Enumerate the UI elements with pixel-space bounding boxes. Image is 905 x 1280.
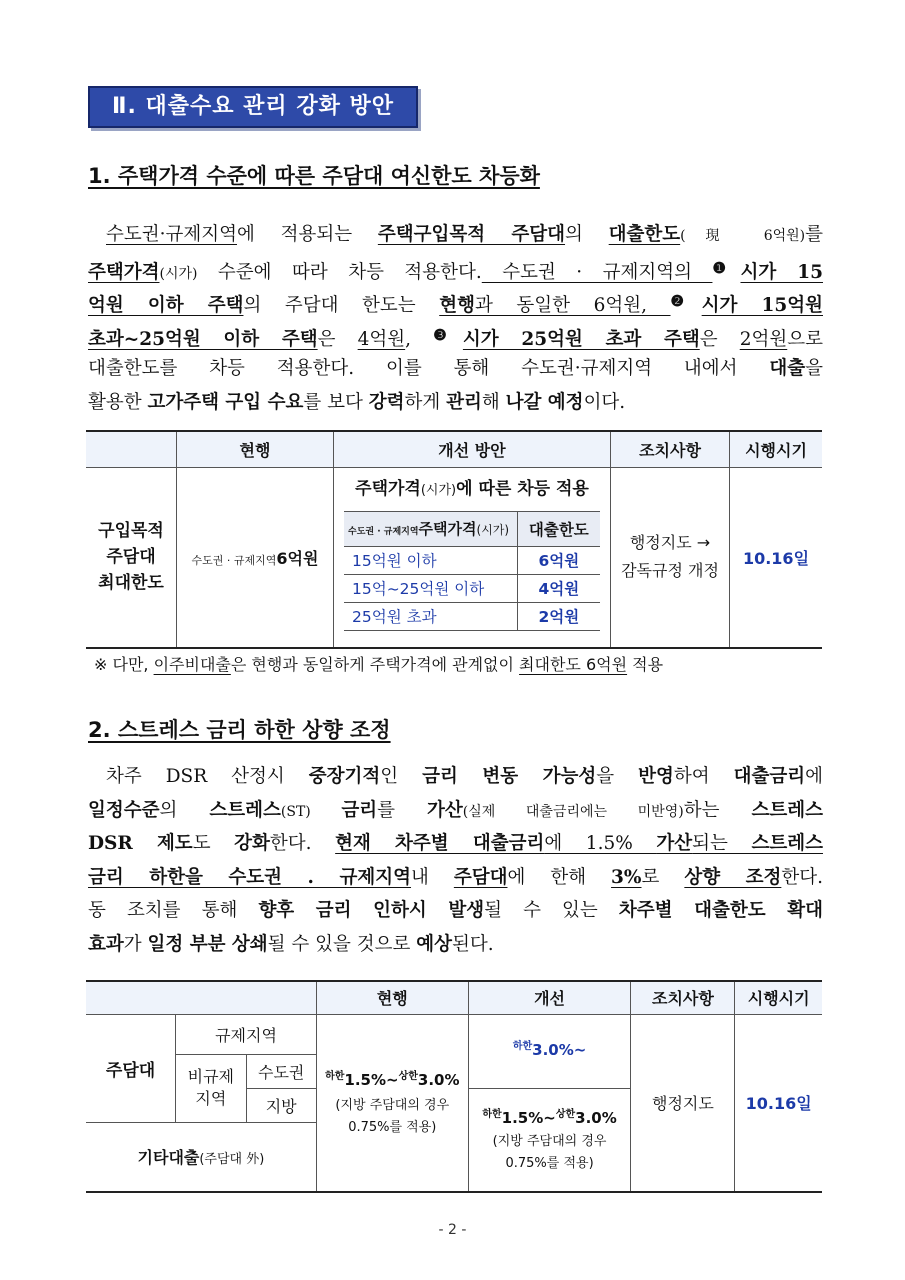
t2-date: 10.16일 — [735, 1014, 822, 1192]
t2-action: 행정지도 — [631, 1014, 735, 1192]
t2-regulated: 규제지역 — [176, 1014, 317, 1054]
t2-improve-2-range: $^{하한}$1.5%~$^{상한}$3.0% — [482, 1108, 617, 1127]
t2-header-current: 현행 — [316, 981, 468, 1014]
t1-inner-limit-2: 4억원 — [517, 574, 600, 602]
table-stress-rate — [86, 980, 822, 1193]
t2-improve-2-note: (지방 주담대의 경우 0.75%를 적용) — [492, 1133, 607, 1171]
page-number: - 2 - — [438, 1222, 467, 1238]
paragraph-1 — [88, 218, 823, 419]
t1-action: 행정지도 → 감독규정 개정 — [611, 467, 730, 648]
t1-header-date: 시행시기 — [730, 431, 823, 467]
para2-line-2: 일정수준의 스트레스(ST) 금리를 가산(실제 대출금리에는 미반영)하는 스트레스 — [88, 799, 823, 821]
t2-local: 지방 — [246, 1088, 316, 1122]
t2-header-empty — [86, 981, 316, 1014]
t2-current-range: $^{하한}$1.5%~$^{상한}$3.0% — [325, 1070, 460, 1089]
t1-inner-price-2: 15억~25억원 이하 — [344, 574, 517, 602]
t1-header-empty — [86, 431, 177, 467]
para1-line-4: 초과~25억원 이하 주택은 4억원, $^❸$시가 25억원 초과 주택은 2억원으로 — [88, 325, 823, 350]
t1-current — [177, 467, 334, 648]
para1-line-1: 수도권·규제지역에 적용되는 주택구입목적 주담대의 대출한도(現 6억원)를 — [106, 224, 823, 245]
t1-header-current: 현행 — [177, 431, 334, 467]
t1-date: 10.16일 — [730, 467, 823, 648]
t2-improve-2 — [468, 1088, 631, 1192]
t1-header-improve: 개선 방안 — [334, 431, 611, 467]
subheading-1: 1. 주택가격 수준에 따른 주담대 여신한도 차등화 — [88, 164, 540, 188]
t1-improve — [334, 467, 611, 648]
table-loan-limit — [86, 430, 822, 649]
t1-header-action: 조치사항 — [611, 431, 730, 467]
para1-line-3: 억원 이하 주택의 주담대 한도는 현행과 동일한 6억원, $^❷$시가 15억원 — [88, 292, 823, 316]
t1-current-value: 6억원 — [276, 548, 319, 568]
t2-other-loans: 기타대출(주담대 外) — [86, 1122, 316, 1192]
t2-jdd-label: 주담대 — [86, 1014, 176, 1122]
para1-line-6: 활용한 고가주택 구입 수요를 보다 강력하게 관리해 나갈 예정이다. — [88, 391, 626, 413]
para2-line-6: 효과가 일정 부분 상쇄될 수 있을 것으로 예상된다. — [88, 933, 494, 955]
t1-improve-title: 주택가격(시가)에 따른 차등 적용 — [355, 478, 589, 499]
para2-line-5: 동 조치를 통해 향후 금리 인하시 발생될 수 있는 차주별 대출한도 확대 — [88, 900, 823, 921]
t1-inner-price-1: 15억원 이하 — [344, 546, 517, 574]
para1-line-5: 대출한도를 차등 적용한다. 이를 통해 수도권·규제지역 내에서 대출을 — [88, 358, 823, 379]
para2-line-4: 금리 하한을 수도권 . 규제지역내 주담대에 한해 3%로 상향 조정한다. — [88, 866, 823, 888]
t2-header-improve: 개선 — [468, 981, 631, 1014]
para1-line-2: 주택가격(시가) 수준에 따라 차등 적용한다. 수도권 · 규제지역의 $^❶$시가 15 — [88, 258, 823, 283]
t2-improve-1: $^{하한}$3.0%~ — [468, 1014, 631, 1088]
note-relocation-loan: ※ 다만, 이주비대출은 현행과 동일하게 주택가격에 관계없이 최대한도 6억원 적용 — [94, 655, 664, 674]
section-title: Ⅱ. 대출수요 관리 강화 방안 — [88, 86, 418, 128]
subheading-2: 2. 스트레스 금리 하한 상향 조정 — [88, 718, 391, 742]
t1-inner-limit-3: 2억원 — [517, 602, 600, 630]
t1-inner-header-price: 수도권 · 규제지역주택가격(시가) — [344, 511, 517, 546]
para2-line-3: DSR 제도도 강화한다. 현재 차주별 대출금리에 1.5% 가산되는 스트레스 — [88, 833, 823, 854]
t2-current — [316, 1014, 468, 1192]
t1-inner-header-limit: 대출한도 — [517, 511, 600, 546]
t1-current-prefix: 수도권 · 규제지역 — [191, 553, 277, 567]
t2-capital: 수도권 — [246, 1054, 316, 1088]
t1-inner-price-3: 25억원 초과 — [344, 602, 517, 630]
paragraph-2 — [88, 760, 823, 961]
t1-row-label: 구입목적 주담대 최대한도 — [86, 467, 177, 648]
t2-current-note: (지방 주담대의 경우 0.75%를 적용) — [335, 1097, 450, 1135]
t1-inner-limit-1: 6억원 — [517, 546, 600, 574]
t2-header-date: 시행시기 — [735, 981, 822, 1014]
t2-nonregulated: 비규제 지역 — [176, 1054, 246, 1122]
t1-inner-table — [344, 511, 600, 631]
t2-header-action: 조치사항 — [631, 981, 735, 1014]
para2-line-1: 차주 DSR 산정시 중장기적인 금리 변동 가능성을 반영하여 대출금리에 — [106, 766, 823, 787]
